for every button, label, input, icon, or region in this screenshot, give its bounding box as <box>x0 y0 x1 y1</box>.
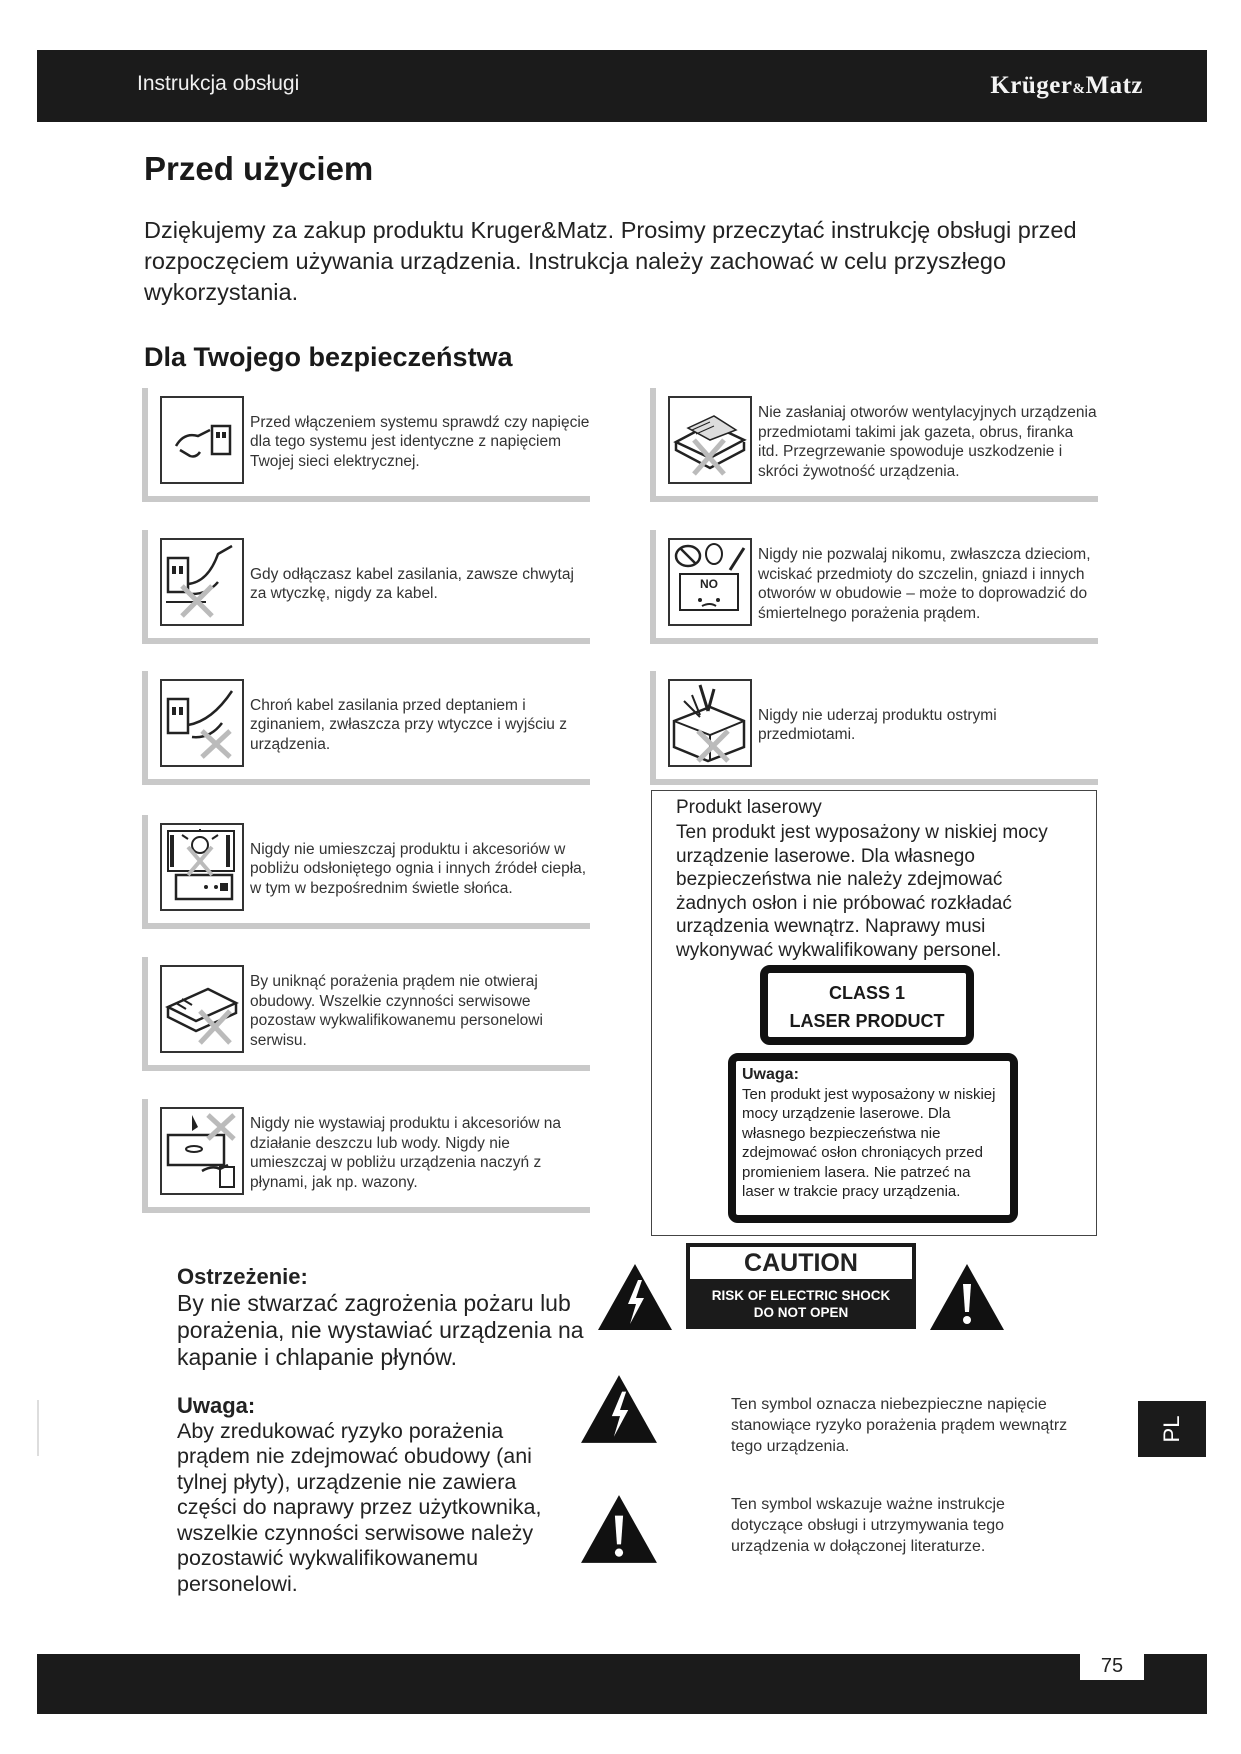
caution-text: RISK OF ELECTRIC SHOCK DO NOT OPEN <box>711 1288 891 1320</box>
card-text: Nigdy nie pozwalaj nikomu, zwłaszcza dzieciom, wciskać przedmioty do szczelin, gniazd i innych otworów w obudowie – może to doprowadzić do śmiertelnego porażenia prądem. <box>758 546 1091 622</box>
no-label: NO <box>700 577 718 591</box>
lightning-triangle-icon <box>596 1262 674 1332</box>
water-icon <box>160 1107 244 1195</box>
laser-info-box <box>651 790 1097 1236</box>
no-objects-icon <box>668 538 752 626</box>
safety-card-cable <box>142 671 590 785</box>
exclamation-symbol-icon <box>579 1492 659 1566</box>
instructions-symbol-text: Ten symbol wskazuje ważne instrukcje dotyczące obsługi i utrzymywania tego urządzenia w dołączonej literaturze. <box>731 1496 1005 1555</box>
laser-warning-box <box>728 1053 1018 1223</box>
voltage-check-icon <box>160 396 244 484</box>
caution-title: CAUTION <box>690 1247 912 1279</box>
safety-heading: Dla Twojego bezpieczeństwa <box>144 342 513 372</box>
note-body: Aby zredukować ryzyko porażenia prądem nie zdejmować obudowy (ani tylnej płyty), urządzenie nie zawiera części do naprawy przez użytkownika, wszelkie czynności serwisowe należy pozostawić wykwalifikowanemu personelowi. <box>177 1418 542 1596</box>
margin-line <box>37 1400 39 1456</box>
page-number: 75 <box>1080 1652 1144 1680</box>
card-text: Chroń kabel zasilania przed deptaniem i zginaniem, zwłaszcza przy wtyczce i wyjściu z urządzenia. <box>250 696 567 753</box>
class1-laser-label: CLASS 1 LASER PRODUCT <box>760 965 974 1045</box>
header-title: Instrukcja obsługi <box>137 72 300 95</box>
safety-card-ventilation <box>650 388 1098 502</box>
note-section <box>177 1393 557 1597</box>
sharp-object-icon <box>668 679 752 767</box>
laser-title: Produkt laserowy <box>676 797 822 818</box>
laser-warning-title: Uwaga: <box>742 1066 799 1083</box>
language-tab: PL <box>1138 1401 1206 1457</box>
card-text: Nigdy nie umieszczaj produktu i akcesoriów w pobliżu odsłoniętego ognia i innych źródeł ciepła, w tym w bezpośrednim świetle słońca. <box>250 840 587 897</box>
card-text: Przed włączeniem systemu sprawdź czy napięcie dla tego systemu jest identyczne z napięciem Twojej sieci elektrycznej. <box>250 413 590 470</box>
safety-card-voltage <box>142 388 590 502</box>
page-title: Przed użyciem <box>144 150 374 187</box>
intro-text: Dziękujemy za zakup produktu Kruger&Matz. Prosimy przeczytać instrukcję obsługi przed rozpoczęciem używania urządzenia. Instrukcja należy zachować w celu przyszłego wykorzystania. <box>144 217 1077 305</box>
exclamation-triangle-icon <box>928 1262 1006 1332</box>
unplug-icon <box>160 538 244 626</box>
card-text: Gdy odłączasz kabel zasilania, zawsze chwytaj za wtyczkę, nigdy za kabel. <box>250 565 574 602</box>
card-text: By uniknąć porażenia prądem nie otwieraj obudowy. Wszelkie czynności serwisowe pozostaw wykwalifikowanemu personelowi serwisu. <box>250 973 543 1049</box>
safety-card-water <box>142 1099 590 1213</box>
safety-card-unplug <box>142 530 590 644</box>
warning-title: Ostrzeżenie: <box>177 1264 308 1289</box>
laser-warning-body: Ten produkt jest wyposażony w niskiej mocy urządzenie laserowe. Dla własnego bezpieczeństwa nie zdejmować osłon chroniących przed promieniem lasera. Nie patrzeć na laser w trakcie pracy urządzenia. <box>742 1085 996 1200</box>
safety-card-sharp <box>650 671 1098 785</box>
safety-card-objects <box>650 530 1098 644</box>
lightning-symbol-icon <box>579 1372 659 1446</box>
heat-source-icon <box>160 823 244 911</box>
warning-section <box>177 1263 597 1371</box>
open-housing-icon <box>160 965 244 1053</box>
brand-logo: Krüger&Matz <box>990 72 1143 99</box>
caution-label <box>686 1243 916 1329</box>
safety-card-heat <box>142 815 590 929</box>
laser-body: Ten produkt jest wyposażony w niskiej mocy urządzenie laserowe. Dla własnego bezpieczeństwa nie należy zdejmować żadnych osłon i nie próbować rozkładać urządzenia wewnątrz. Naprawy musi wykonywać wykwalifikowany personel. <box>676 822 1048 961</box>
voltage-symbol-text: Ten symbol oznacza niebezpieczne napięcie stanowiące ryzyko porażenia prądem wewnątrz tego urządzenia. <box>731 1396 1068 1455</box>
cable-protect-icon <box>160 679 244 767</box>
card-text: Nigdy nie uderzaj produktu ostrymi przedmiotami. <box>758 706 997 743</box>
safety-card-open-housing <box>142 957 590 1071</box>
note-title: Uwaga: <box>177 1393 256 1418</box>
card-text: Nigdy nie wystawiaj produktu i akcesoriów na działanie deszczu lub wody. Nigdy nie umieszczaj w pobliżu urządzenia naczyń z płynami, jak np. wazony. <box>250 1115 562 1191</box>
warning-body: By nie stwarzać zagrożenia pożaru lub porażenia, nie wystawiać urządzenia na kapanie i chlapanie płynów. <box>177 1290 584 1370</box>
ventilation-icon <box>668 396 752 484</box>
card-text: Nie zasłaniaj otworów wentylacyjnych urządzenia przedmiotami takimi jak gazeta, obrus, firanka itd. Przegrzewanie spowoduje uszkodzenie i skróci żywotność urządzenia. <box>758 404 1097 480</box>
page-header <box>37 50 1207 122</box>
page-footer <box>37 1654 1207 1714</box>
